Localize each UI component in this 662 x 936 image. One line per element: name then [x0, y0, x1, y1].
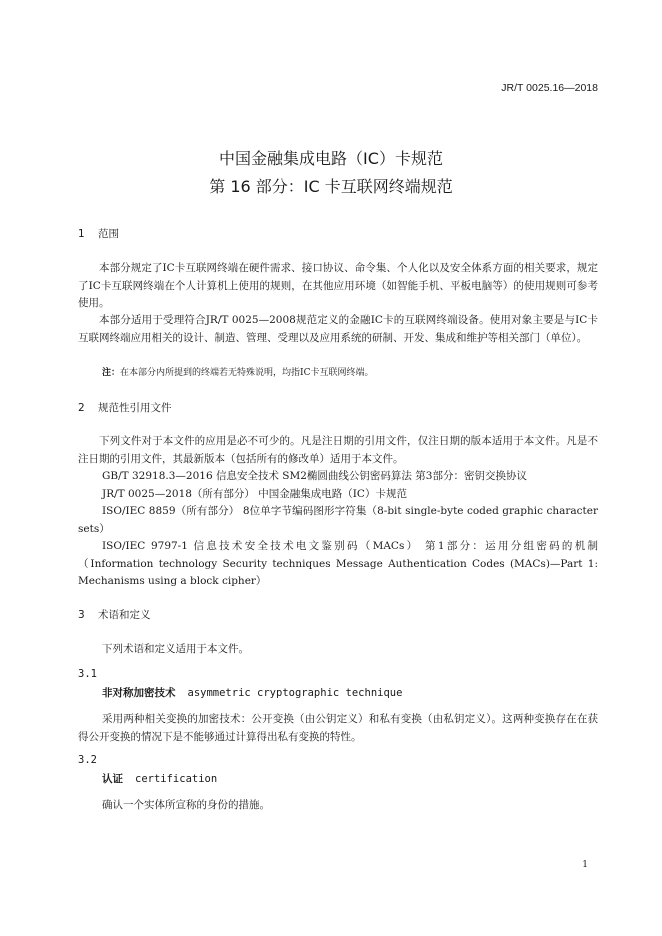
reference-iso-8859: ISO/IEC 8859（所有部分） 8位单字节编码图形字符集（8-bit single-byte coded graphic character sets）: [78, 505, 598, 535]
term-chinese: 非对称加密技术: [102, 687, 176, 699]
standard-code: JR/T 0025.16—2018: [501, 82, 598, 94]
section-2-heading: [78, 400, 172, 415]
section-title: 范围: [98, 228, 119, 240]
term-heading: [102, 685, 402, 700]
term-number: 3.2: [78, 754, 97, 766]
section-3-intro: 下列术语和定义适用于本文件。: [102, 643, 249, 655]
section-2-paragraph: 下列文件对于本文件的应用是必不可少的。凡是注日期的引用文件，仅注日期的版本适用于本文件。凡是不注日期的引用文件，其最新版本（包括所有的修改单）适用于本文件。: [78, 435, 598, 465]
section-1-paragraph-2: 本部分适用于受理符合JR/T 0025—2008规范定义的金融IC卡的互联网终端设备。使用对象主要是与IC卡互联网终端应用相关的设计、制造、管理、受理以及应用系统的研制、开发、集成和维护等相关部门（单位）。: [78, 314, 598, 344]
note-text: 在本部分内所提到的终端若无特殊说明，均指IC卡互联网终端。: [120, 368, 374, 378]
document-subtitle: 第 16 部分：IC 卡互联网终端规范: [209, 177, 453, 196]
page-number: 1: [582, 860, 588, 870]
term-definition: 确认一个实体所宣称的身份的措施。: [102, 799, 270, 811]
section-1-paragraph-1: 本部分规定了IC卡互联网终端在硬件需求、接口协议、命令集、个人化以及安全体系方面的相关要求，规定了IC卡互联网终端在个人计算机上使用的规则，在其他应用环境（如智能手机、平板电脑等）的使用规则可参考使用。: [78, 262, 598, 309]
section-3-heading: [78, 607, 151, 622]
term-chinese: 认证: [102, 773, 123, 785]
section-1-heading: [78, 226, 119, 241]
term-number: 3.1: [78, 668, 97, 680]
document-title: 中国金融集成电路（IC）卡规范: [219, 149, 443, 168]
section-number: 2: [78, 402, 85, 414]
term-heading: [102, 771, 217, 786]
reference-gbt-32918: GB/T 32918.3—2016 信息安全技术 SM2椭圆曲线公钥密码算法 第3部分：密钥交换协议: [102, 470, 527, 482]
reference-iso-9797: ISO/IEC 9797-1 信息技术安全技术电文鉴别码（MACs） 第1部分：运用分组密码的机制（Information technology Security techniques Message Authentication Codes (MACs)—Part 1: Mechanisms using a block cipher）: [78, 540, 598, 587]
section-number: 1: [78, 228, 85, 240]
term-definition: 采用两种相关变换的加密技术：公开变换（由公钥定义）和私有变换（由私钥定义）。这两种变换存在在获得公开变换的情况下是不能够通过计算得出私有变换的特性。: [78, 713, 598, 743]
term-english: certification: [135, 773, 218, 785]
section-number: 3: [78, 609, 85, 621]
note-label: 注：: [102, 368, 121, 378]
reference-jrt-0025: JR/T 0025—2018（所有部分） 中国金融集成电路（IC）卡规范: [102, 488, 407, 500]
section-title: 规范性引用文件: [98, 402, 172, 414]
section-1-note: [102, 365, 373, 378]
term-english: asymmetric cryptographic technique: [187, 687, 403, 699]
section-title: 术语和定义: [98, 609, 151, 621]
